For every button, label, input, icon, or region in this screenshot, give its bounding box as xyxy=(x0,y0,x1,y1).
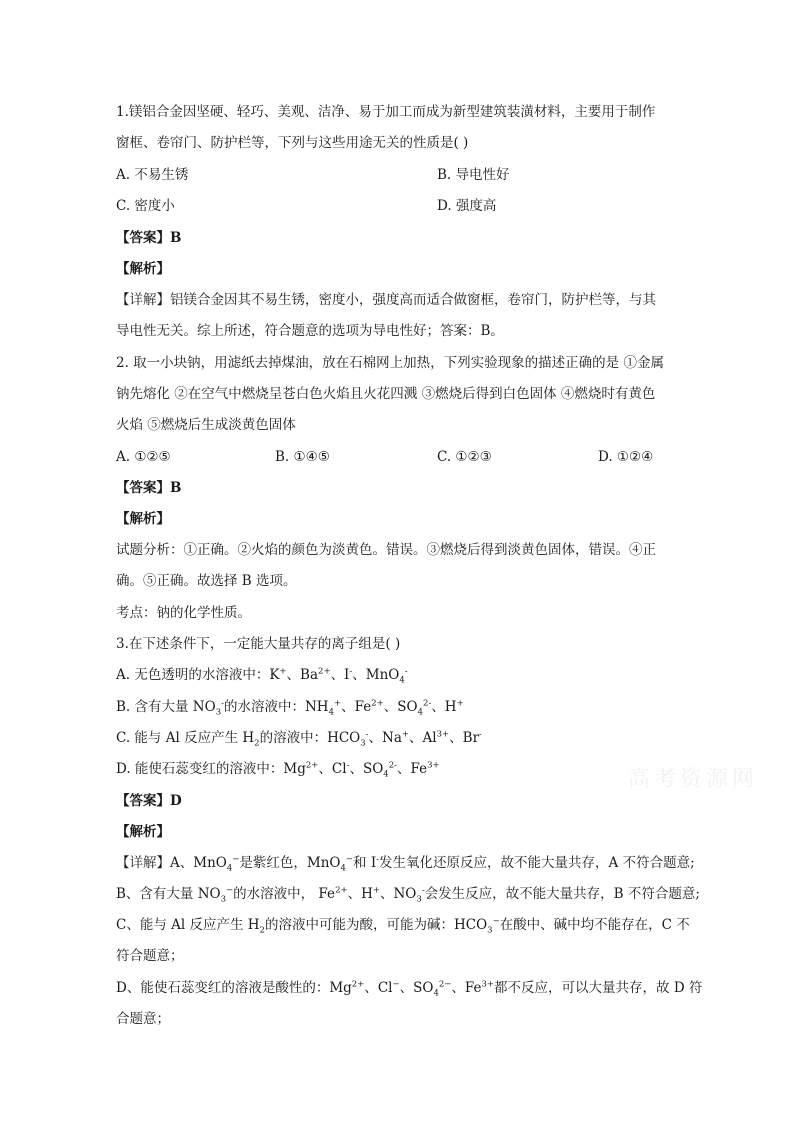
q3-option-a: A. 无色透明的水溶液中：K+、$Ba^{2+}$、I-、MnO$_4$- xyxy=(116,666,408,686)
q2-answer: 【答案】B xyxy=(116,480,182,496)
q3-stem: 3.在下述条件下，一定能大量共存的离子组是( ) xyxy=(116,636,401,652)
q3-detail-c-line2: 符合题意； xyxy=(116,948,184,964)
q2-option-d: D. ①②④ xyxy=(598,449,654,465)
q1-option-d: D. 强度高 xyxy=(437,198,497,214)
q3-detail-d-line2: 合题意； xyxy=(116,1011,170,1027)
watermark-text: 高考资源网 xyxy=(628,767,759,792)
q1-detail-line2: 导电性无关。综上所述，符合题意的选项为导电性好；答案：B。 xyxy=(116,323,504,339)
q3-detail-d: D、能使石蕊变红的溶液是酸性的：$Mg^{2+}$、Cl−、$SO_4^{2-}$、$Fe^{3+}$都不反应，可以大量共存，故 D 符 xyxy=(116,979,703,999)
q3-analysis-heading: 【解析】 xyxy=(116,824,170,840)
q3-answer: 【答案】D xyxy=(116,793,182,809)
q1-detail-line1: 【详解】铝镁合金因其不易生锈，密度小，强度高而适合做窗框，卷帘门，防护栏等，与其 xyxy=(116,292,656,308)
q3-detail-c: C、能与 Al 反应产生 $H_2$的溶液中可能为酸，可能为碱：$HCO_3^-$在酸中、碱中均不能存在，C 不 xyxy=(116,916,690,936)
q1-analysis-heading: 【解析】 xyxy=(116,261,170,277)
q1-stem-line2: 窗框、卷帘门、防护栏等，下列与这些用途无关的性质是( ) xyxy=(116,135,469,151)
q2-option-b: B. ①④⑤ xyxy=(275,449,330,465)
q1-option-c: C. 密度小 xyxy=(116,198,175,214)
q3-option-b: B. 含有大量 $NO_3^-$的水溶液中：$NH_4^+$、$Fe^{2+}$、$SO_4^{2-}$、H+ xyxy=(116,698,464,718)
q3-detail-b: B、含有大量 $NO_3^-$的水溶液中， $Fe^{2+}$、H+、$NO_3^-$会发生反应，故不能大量共存，B 不符合题意; xyxy=(116,885,700,905)
q2-stem-line2: 钠先熔化 ②在空气中燃烧呈苍白色火焰且火花四溅 ③燃烧后得到白色固体 ④燃烧时有黄色 xyxy=(116,386,656,402)
q3-option-c: C. 能与 Al 反应产生 $H_2$的溶液中：$HCO_3^-$、Na+、$Al^{3+}$、Br- xyxy=(116,729,482,749)
q1-option-b: B. 导电性好 xyxy=(437,167,510,183)
q3-option-d: D. 能使石蕊变红的溶液中：$Mg^{2+}$、Cl-、$SO_4^{2-}$、$Fe^{3+}$ xyxy=(116,760,440,780)
q2-stem-line3: 火焰 ⑤燃烧后生成淡黄色固体 xyxy=(116,417,296,433)
q2-knowledge-point: 考点：钠的化学性质。 xyxy=(116,605,251,621)
q1-stem-line1: 1.镁铝合金因坚硬、轻巧、美观、洁净、易于加工而成为新型建筑装潢材料，主要用于制作 xyxy=(116,104,656,120)
q2-explanation-line2: 确。⑤正确。故选择 B 选项。 xyxy=(116,573,297,589)
q2-option-a: A. ①②⑤ xyxy=(116,449,171,465)
q3-detail-a: 【详解】A、MnO$_4$−是紫红色，MnO$_4$−和 I-发生氧化还原反应，故不能大量共存，A 不符合题意; xyxy=(116,854,695,874)
q1-answer: 【答案】B xyxy=(116,230,182,246)
q1-option-a: A. 不易生锈 xyxy=(116,167,189,183)
q2-stem-line1: 2. 取一小块钠，用滤纸去掉煤油，放在石棉网上加热，下列实验现象的描述正确的是 ①金属 xyxy=(116,355,664,371)
q2-explanation-line1: 试题分析：①正确。②火焰的颜色为淡黄色。错误。③燃烧后得到淡黄色固体，错误。④正 xyxy=(116,542,656,558)
q2-option-c: C. ①②③ xyxy=(437,449,492,465)
q2-analysis-heading: 【解析】 xyxy=(116,511,170,527)
